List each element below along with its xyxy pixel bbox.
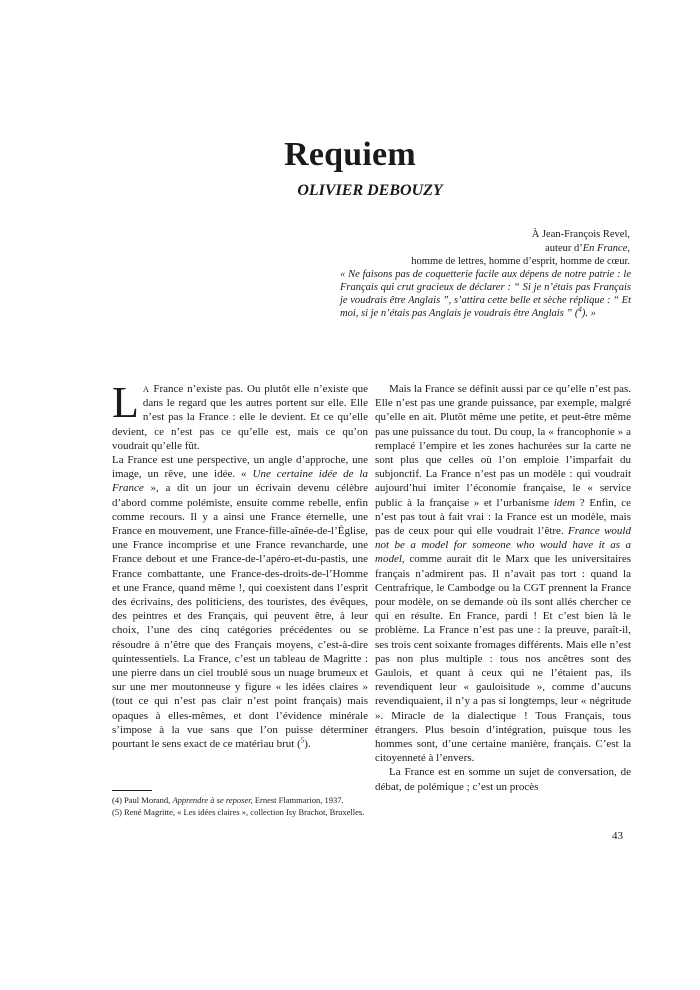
dedication-line-1: À Jean-François Revel,	[531, 229, 630, 240]
footnote-4	[112, 795, 368, 806]
drop-cap: L	[112, 378, 139, 427]
dedication-line-3: homme de lettres, homme d’esprit, homme de cœur.	[411, 256, 630, 267]
epigraph-tail: ). »	[581, 308, 596, 319]
footnote-5-text: (5) René Magritte, « Les idées claires », collection Isy Brachot, Bruxelles.	[112, 806, 365, 817]
left-paragraph-1	[112, 378, 368, 453]
left-paragraph-2-tail: ).	[304, 738, 311, 751]
article-author: OLIVIER DEBOUZY	[297, 182, 443, 199]
page-number: 43	[612, 830, 623, 842]
footnote-5	[112, 807, 368, 818]
footnotes	[112, 790, 368, 818]
right-paragraph-2: La France est en somme un sujet de conversation, de débat, de polémique ; c’est un procès	[375, 766, 631, 793]
epigraph	[340, 268, 631, 320]
left-paragraph-1-text: France n’existe pas. Ou plutôt elle n’existe que dans le regard que les autres portent sur elle. Elle n’est pas la France : elle le devient. Et ce qu’elle devient, ce n’est pas ce qu’elle est, mais ce qu’on voudrait qu’elle fût.	[112, 383, 368, 452]
footnote-4-title: Apprendre à se reposer,	[172, 795, 253, 805]
footnote-4-prefix: (4) Paul Morand,	[112, 795, 173, 805]
dedication-line-2-prefix: auteur d’	[545, 242, 583, 254]
dedication	[300, 228, 630, 269]
left-paragraph-2-italic: Une certaine idée de la France	[112, 468, 368, 495]
left-paragraph-2-text-a: La France est une perspective, un angle d’approche, une image, un rêve, une idée. «	[112, 454, 368, 481]
left-paragraph-2	[112, 453, 368, 751]
right-paragraph-1-text-c: comme aurait dit le Marx que les universitaires français n’admirent pas. Il n’avait pas tort : quand la Centrafrique, le Cambodge ou la CGT prennent la France pour modèle, on se demande où ils sont allés chercher ce qui en résulte. En France, pardi ! Et c’est bien là le problème. La France n’est pas une : la preuve, paraît-il, ses trois cent soixante fromages différents. Mais elle n’est pas non plus multiple : tous nos ancêtres sont des Gaulois, et quant à ceux qui ne l’étaient pas, ils revendiquent leur « gauloisitude », comme d’aucuns revendiquaient, il n’y a pas si longtemps, leur « négritude ». Miracle de la dialectique ! Tous Français, tous étrangers. Plus besoin d’intégration, puisque tous les hommes sont, d’une certaine manière, français. C’est la citoyenneté à l’envers.	[375, 553, 631, 765]
epigraph-text: « Ne faisons pas de coquetterie facile aux dépens de notre patrie : le Français qui crut gracieux de déclarer : “ Si je n’étais pas Français je voudrais être Anglais ”, s’attira cette belle et sèche réplique : “ Et moi, si je n’étais pas Anglais je voudrais être Anglais ” (	[340, 269, 631, 319]
left-paragraph-2-note-ref: 5	[300, 736, 305, 745]
small-caps-text: A	[142, 384, 150, 394]
right-paragraph-1-text-a: Mais la France se définit aussi par ce qu’elle n’est pas. Elle n’est pas une grande puissance, par exemple, malgré qu’elle en ait. Plutôt même une petite, et peut-être même pas une puissance du tout. Du coup, la « francophonie » a remplacé l’empire et les zones hachurées sur la carte ne sont plus que celles où l’on emploie l’imparfait du subjonctif. La France n’est pas un modèle : qui voudrait aujourd’hui imiter l’économie française, le « service public à la française » et l’urbanisme	[375, 383, 631, 509]
right-column	[375, 382, 631, 794]
article-title: Requiem	[284, 136, 416, 173]
left-column	[112, 378, 368, 751]
left-paragraph-2-text-b: », a dit un jour un écrivain devenu célèbre d’abord comme polémiste, ensuite comme rebelle, enfin comme recours. Il y a ainsi une France éternelle, une France en mouvement, une France-fille-aînée-de-l’Église, une France incomprise et une France revancharde, une France debout et une France-de-l’apéro-et-du-pastis, une France combattante, une France-des-droits-de-l’Homme et une France, quand même !, qui coexistent dans l’esprit des écrivains, des politiciens, des touristes, des évêques, des peintres et des Français, qui peuvent être, à leur choix, l’une des cinq catégories précédentes ou se résoudre à n’être que des Français moyens, c’est-à-dire quintessentiels. La France, c’est un tableau de Magritte : une pierre dans un ciel troublé sous un nuage brumeux et sur une mer moutonneuse y figure « les idées claires » (tout ce qui n’est pas clair n’est point français) mais opaques à elles-mêmes, et dont l’évidence minérale s’impose à la vue sans que l’on puisse déterminer pourtant le sens exact de ce matériau brut (	[112, 482, 368, 751]
dedication-line-2	[300, 242, 630, 256]
right-paragraph-1-text-b: ? Enfin, ce n’est pas tout à fait vrai : la France est un modèle, mais pas de ceux pour qui elle voudrait l’être.	[375, 496, 631, 538]
right-paragraph-1-italic-a: idem	[553, 496, 576, 509]
footnote-divider	[112, 790, 152, 791]
right-paragraph-1	[375, 382, 631, 765]
footnote-4-suffix: Ernest Flammarion, 1937.	[252, 795, 344, 805]
right-paragraph-1-italic-b: France would not be a model for someone who would have it as a model,	[375, 525, 631, 566]
dedication-book-title: En France,	[582, 242, 630, 254]
epigraph-note-ref: 4	[578, 305, 582, 314]
